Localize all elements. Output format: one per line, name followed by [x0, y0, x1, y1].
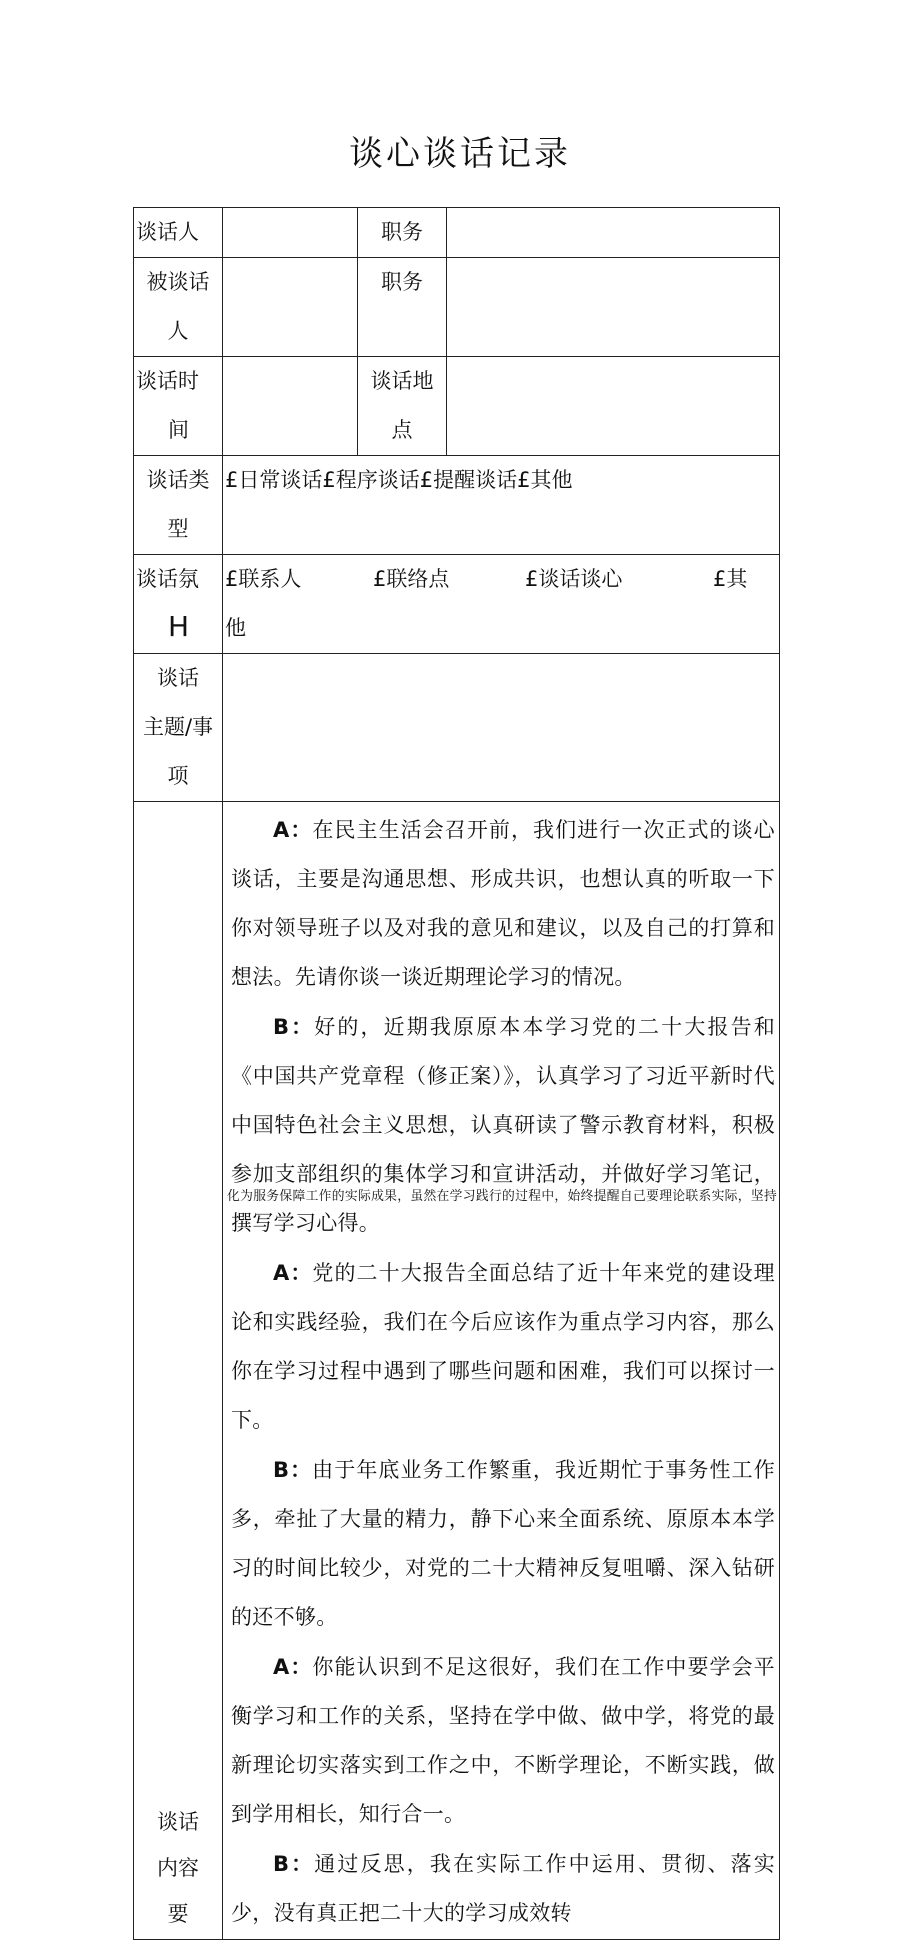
content-label: 谈话 内容 要: [134, 802, 223, 1940]
type-options[interactable]: £日常谈话£程序谈话£提醒谈话£其他: [223, 456, 780, 555]
dialogue-line: A：你能认识到不足这很好，我们在工作中要学会平衡学习和工作的关系，坚持在学中做、做中学，将党的最新理论切实落实到工作之中，不断学理论，不断实践，做到学用相长，知行合一。: [231, 1655, 775, 1826]
atmosphere-option-other[interactable]: £其: [713, 567, 748, 591]
record-form: [133, 207, 780, 1940]
time-label: 谈话时 间: [134, 357, 223, 456]
topic-value[interactable]: [223, 654, 780, 802]
atmosphere-options: [223, 555, 780, 654]
talker-value[interactable]: [223, 208, 358, 258]
atmosphere-option-other-wrap: 他: [225, 616, 246, 640]
atmosphere-option-liaison[interactable]: £联络点: [373, 567, 450, 591]
continuation-text: 化为服务保障工作的实际成果，虽然在学习践行的过程中，始终提醒自己要理论联系实际，坚持: [227, 1189, 778, 1204]
interviewee-position-label: 职务: [358, 258, 447, 357]
talker-label: 谈话人: [134, 208, 223, 258]
place-value[interactable]: [447, 357, 780, 456]
dialogue-line: B：好的，近期我原原本本学习党的二十大报告和《中国共产党章程（修正案）》，认真学习了习近平新时代中国特色社会主义思想，认真研读了警示教育材料，积极参加支部组织的集体学习和宣讲活动，并做好学习笔记，撰写学习心得。: [231, 1015, 775, 1235]
place-label: 谈话地 点: [358, 357, 447, 456]
dialogue-line: A：党的二十大报告全面总结了近十年来党的建设理论和实践经验，我们在今后应该作为重点学习内容，那么你在学习过程中遇到了哪些问题和困难，我们可以探讨一下。: [231, 1261, 775, 1432]
interviewee-label: 被谈话 人: [134, 258, 223, 357]
page-title: 谈心谈话记录: [349, 134, 571, 174]
atmosphere-option-heart-talk[interactable]: £谈话谈心: [525, 567, 623, 591]
content-value: [223, 802, 780, 1940]
atmosphere-label: 谈话氛 H: [134, 555, 223, 654]
dialogue-line: B：通过反思，我在实际工作中运用、贯彻、落实少，没有真正把二十大的学习成效转: [231, 1852, 775, 1925]
type-label: 谈话类 型: [134, 456, 223, 555]
talker-position-value[interactable]: [447, 208, 780, 258]
dialogue-line: A：在民主生活会召开前，我们进行一次正式的谈心谈话，主要是沟通思想、形成共识，也想认真的听取一下你对领导班子以及对我的意见和建议，以及自己的打算和想法。先请你谈一谈近期理论学习的情况。: [231, 818, 775, 989]
atmosphere-option-contact[interactable]: £联系人: [225, 567, 302, 591]
talker-position-label: 职务: [358, 208, 447, 258]
interviewee-position-value[interactable]: [447, 258, 780, 357]
interviewee-value[interactable]: [223, 258, 358, 357]
topic-label: 谈话 主题/事 项: [134, 654, 223, 802]
time-value[interactable]: [223, 357, 358, 456]
dialogue-line: B：由于年底业务工作繁重，我近期忙于事务性工作多，牵扯了大量的精力，静下心来全面系统、原原本本学习的时间比较少，对党的二十大精神反复咀嚼、深入钻研的还不够。: [231, 1458, 775, 1629]
